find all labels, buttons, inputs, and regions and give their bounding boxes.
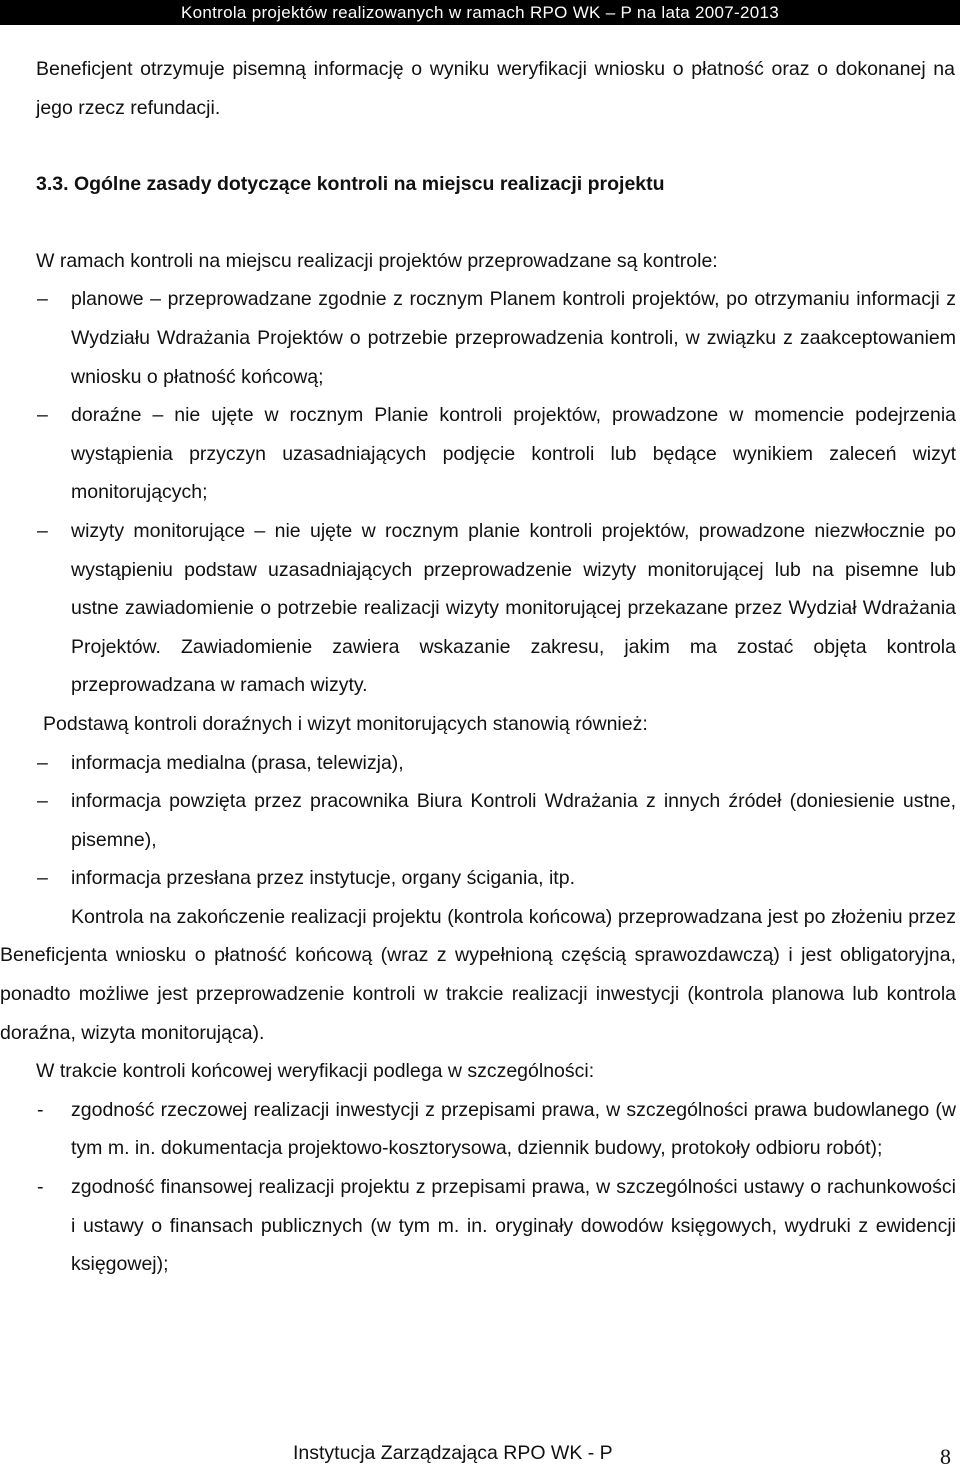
paragraph-basis: Podstawą kontroli doraźnych i wizyt monitorujących stanowią również: [43,712,648,735]
section-heading: 3.3. Ogólne zasady dotyczące kontroli na miejscu realizacji projektu [36,173,665,196]
list-item [0,512,960,705]
list-item [0,744,960,783]
list-item-text: planowe – przeprowadzane zgodnie z rocznym Planem kontroli projektów, po otrzymaniu informacji z Wydziału Wdrażania Projektów o potrzebie przeprowadzenia kontroli, w związku z zaakceptowaniem wniosku o płatność końcową; [71,288,956,388]
list-item-text: informacja powzięta przez pracownika Biura Kontroli Wdrażania z innych źródeł (doniesienie ustne, pisemne), [71,790,956,851]
dash-bullet: - [37,1098,44,1121]
paragraph-within: W ramach kontroli na miejscu realizacji projektów przeprowadzane są kontrole: [36,249,718,272]
running-header [0,0,960,25]
list-item-text: wizyty monitorujące – nie ujęte w rocznym planie kontroli projektów, prowadzone niezwłocznie po wystąpieniu podstaw uzasadniających przeprowadzenie wizyty monitorującej lub na pisemne lub ustne zawiadomienie o potrzebie realizacji wizyty monitorującej przekazane przez Wydział Wdrażania Projektów. Zawiadomienie zawiera wskazanie zakresu, jakim ma zostać objęta kontrola przeprowadzana w ramach wizyty. [71,519,956,697]
list-basis-sources [0,744,960,898]
page-number: 8 [940,1444,951,1469]
list-verification-scope [0,1091,960,1284]
list-item-text: zgodność rzeczowej realizacji inwestycji z przepisami prawa, w szczególności prawa budowlanego (w tym m. in. dokumentacja projektowo-kosztorysowa, dziennik budowy, protokoły odbioru robót); [71,1098,956,1160]
page-footer [0,1440,960,1470]
list-item-text: zgodność finansowej realizacji projektu z przepisami prawa, w szczególności ustawy o rachunkowości i ustawy o finansach publicznych (w tym m. in. oryginały dowodów księgowych, wydruki z ewidencji księgowej); [71,1176,956,1276]
list-item [0,782,960,859]
list-item [0,280,960,396]
list-item-text: informacja medialna (prasa, telewizja), [71,751,404,774]
intro-paragraph: Beneficjent otrzymuje pisemną informację o wyniku weryfikacji wniosku o płatność oraz o dokonanej na jego rzecz refundacji. [36,58,955,119]
dash-bullet: – [37,519,48,542]
dash-bullet: – [37,404,48,427]
dash-bullet: – [37,288,48,311]
list-item [0,859,960,898]
document-body [0,50,960,1284]
list-control-types [0,280,960,705]
footer-institution: Instytucja Zarządzająca RPO WK - P [293,1442,613,1464]
dash-bullet: – [37,751,48,774]
dash-bullet: – [37,790,48,813]
dash-bullet: - [37,1176,44,1199]
header-title: Kontrola projektów realizowanych w ramach RPO WK – P na lata 2007-2013 [180,3,780,22]
list-item [0,396,960,512]
list-item-text: doraźne – nie ujęte w rocznym Planie kontroli projektów, prowadzone w momencie podejrzenia wystąpienia przyczyn uzasadniających podjęcie kontroli lub będące wynikiem zaleceń wizyt monitorujących; [71,404,956,504]
paragraph-final-control: Kontrola na zakończenie realizacji projektu (kontrola końcowa) przeprowadzana jest po złożeniu przez Beneficjenta wniosku o płatność końcową (wraz z wypełnioną częścią sprawozdawczą) i jest obligatoryjna, ponadto możliwe jest przeprowadzenie kontroli w trakcie realizacji inwestycji (kontrola planowa lub kontrola doraźna, wizyta monitorująca). [0,905,956,1044]
list-item-text: informacja przesłana przez instytucje, organy ścigania, itp. [71,867,575,890]
list-item [0,1168,960,1284]
list-item [0,1091,960,1168]
dash-bullet: – [37,867,48,890]
spacer [0,127,960,165]
spacer [0,204,960,242]
paragraph-during: W trakcie kontroli końcowej weryfikacji podlega w szczególności: [36,1060,595,1083]
